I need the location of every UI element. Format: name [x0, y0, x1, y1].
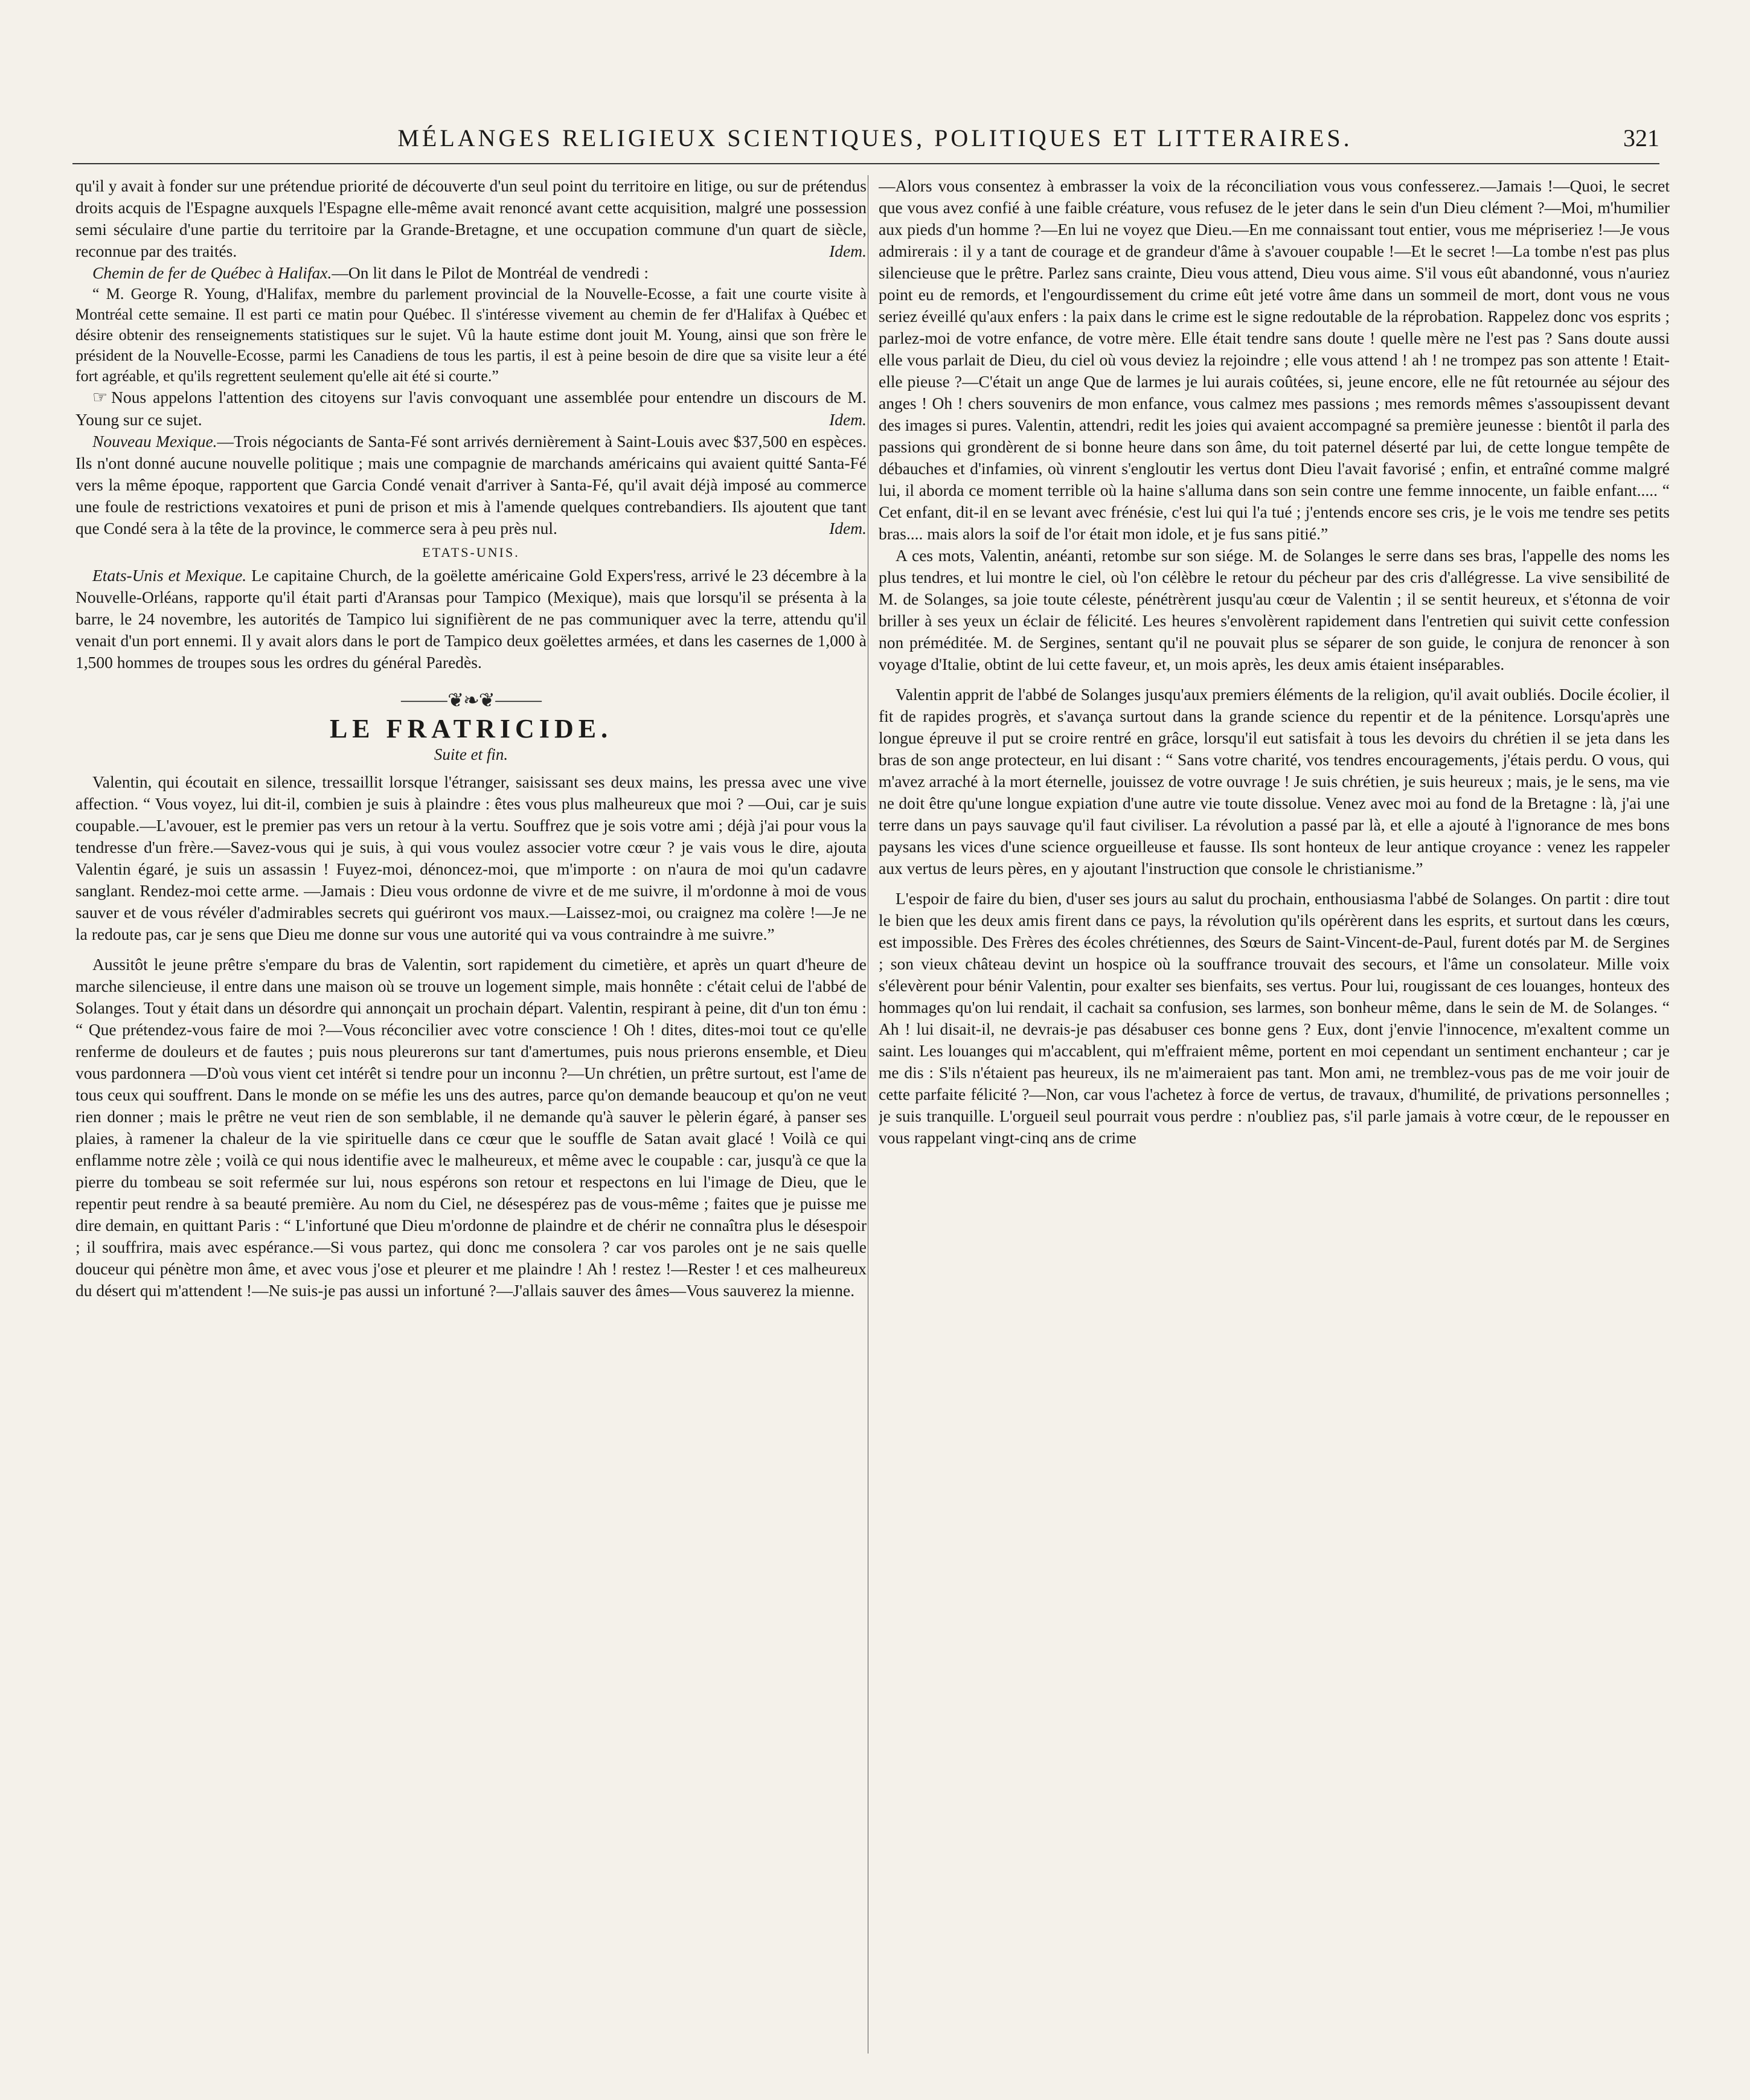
page-number: 321 [1623, 124, 1659, 152]
story-paragraph: L'espoir de faire du bien, d'user ses jours au salut du prochain, enthousiasma l'abbé de Solanges. On partit : dire tout le bien que les deux amis firent dans ce pays, la révolution qu'ils opérèrent dans les esprits, et surtout dans les cœurs, est impossible. Des Frères des écoles chrétiennes, des Sœurs de Saint-Vincent-de-Paul, furent dotés par M. de Sergines ; son vieux château devint un hospice où la souffrance trouvait des secours, et l'âme un consolateur. Mille voix s'élevèrent pour bénir Valentin, pour exalter ses bienfaits, ses vertus. Pour lui, rougissant de ces louanges, honteux des hommages qu'on lui rendait, il cachait sa confusion, ses larmes, son bonheur même, dans le sein de M. de Solanges. “ Ah ! lui disait-il, ne devrais-je pas désabuser ces bonne gens ? Eux, dont j'envie l'innocence, m'exaltent comme un saint. Les louanges qui m'accablent, qui m'effraient même, portent en moi cependant un sentiment enchanteur ; car je me dis : S'ils n'étaient pas heureux, ils ne m'aimeraient pas tant. Mon ami, ne tremblez-vous pas de me voir jouir de cette parfaite félicité ?—Non, car vous l'achetez à force de vertus, de travaux, d'humilité, de privations personnelles ; je suis tranquille. L'orgueil seul pourrait vous perdre : n'oubliez pas, s'il parle jamais à votre cœur, de le repousser en vous rappelant vingt-cinq ans de crime [879, 889, 1670, 1147]
ornament-divider: ⸻❦❧❦⸻ [400, 689, 542, 711]
story-paragraph: Valentin, qui écoutait en silence, tressaillit lorsque l'étranger, saisissant ses deux mains, les pressa avec une vive affection. “ Vous voyez, lui dit-il, combien je suis à plaindre : êtes vous plus malheureux que moi ? —Oui, car je suis coupable.—L'avouer, est le premier pas vers un retour à la vertu. Souffrez que je sois votre ami ; déjà j'ai pour vous la tendresse d'un frère.—Savez-vous qui je suis, à qui vous voulez associer votre cœur ? je vais vous le dire, ajouta Valentin égaré, je suis un assassin ! Fuyez-moi, dénoncez-moi, que m'importe : on n'aura de moi qu'un cadavre sanglant. Rendez-moi cette arme. —Jamais : Dieu vous ordonne de vivre et de me suivre, il m'ordonne à moi de vous sauver et de vous révéler d'admirables secrets qui guériront vos maux.—Laissez-moi, ou craignez ma colère !—Je ne la redoute pas, car je sens que Dieu me donne sur vous une autorité qui va vous contraindre à me suivre.” [75, 772, 867, 943]
item-title: Nouveau Mexique. [92, 432, 217, 451]
item-title: Chemin de fer de Québec à Halifax. [92, 263, 332, 282]
news-item-us-mexico: Etats-Unis et Mexique. Le capitaine Church, de la goëlette américaine Gold Expers'ress, arrivé le 23 décembre à la Nouvelle-Orléans, rapporte qu'il était parti d'Aransas pour Tampico (Mexique), mais que lorsqu'il se présenta à la barre, le 24 novembre, les autorités de Tampico lui signifièrent de ne pas communiquer avec la terre, attendu qu'il venait d'un port ennemi. Il y avait alors dans le port de Tampico deux goëlettes armées, et dans les casernes de 1,000 à 1,500 hommes de troupes sous les ordres du général Paredès. [75, 566, 867, 672]
right-column [879, 175, 1670, 2066]
story-paragraph: A ces mots, Valentin, anéanti, retombe sur son siége. M. de Solanges le serre dans ses bras, l'appelle des noms les plus tendres, et lui montre le ciel, où l'on célèbre le retour du pécheur par des cris d'allégresse. La vive sensibilité de M. de Solanges, sa joie toute céleste, pénétrèrent jusqu'au cœur de Valentin ; il se sentit heureux, et s'étonna de voir briller à ses yeux un éclair de félicité. Les heures s'envolèrent rapidement dans l'entretien qui suivit cette confession non préméditée. M. de Sergines, sentant qu'il ne pouvait plus se séparer de son guide, le conjura de renoncer à son voyage d'Italie, obtint de lui cette faveur, et, un mois après, les deux amis étaient inséparables. [879, 546, 1670, 673]
story-paragraph: Aussitôt le jeune prêtre s'empare du bras de Valentin, sort rapidement du cimetière, et après un quart d'heure de marche silencieuse, il entre dans une maison où se trouve un logement simple, mais honnête : c'était celui de l'abbé de Solanges. Tout y était dans un désordre qui annonçait un prochain départ. Valentin, respirant à peine, dit d'un ton ému : “ Que prétendez-vous faire de moi ?—Vous réconcilier avec votre conscience ! Oh ! dites, dites-moi tout ce qu'elle renferme de douleurs et de fautes ; puis nous pleurerons sur tant d'amertumes, puis nous prierons ensemble, et Dieu vous pardonnera —D'où vous vient cet intérêt si tendre pour un inconnu ?—Un chrétien, un prêtre surtout, est l'ame de tous ceux qui souffrent. Dans le monde on se méfie les uns des autres, parce qu'on demande beaucoup et qu'on ne veut rien donner ; mais le prêtre ne veut rien de son semblable, il ne demande qu'à sauver le pèlerin égaré, à panser ses plaies, à ramener la chaleur de la vie spirituelle dans ce cœur que le souffle de Satan avait glacé ! Voilà ce qui enflamme notre zèle ; voilà ce qui nous identifie avec le malheureux, et même avec le coupable : car, jusqu'à ce que la pierre du tombeau se soit refermée sur lui, nous espérons son retour et respectons en lui l'image de Dieu, que le repentir peut rendre à sa beauté première. Au nom du Ciel, ne désespérez pas de vous-même ; faites que je puisse me dire demain, en quittant Paris : “ L'infortuné que Dieu m'ordonne de plaindre et de chérir ne connaîtra plus le désespoir ; il souffrira, mais avec espérance.—Si vous partez, qui donc me consolera ? car vos paroles ont je ne sais quelle douceur qui pénètre mon âme, et avec vous j'ose et pleurer et me plaindre ! Ah ! restez !—Rester ! et ces malheureux du désert qui m'attendent !—Ne suis-je pas aussi un infortuné ?—J'allais sauver des âmes—Vous sauverez la mienne. [75, 955, 867, 1300]
news-item-railway: Chemin de fer de Québec à Halifax.—On lit dans le Pilot de Montréal de vendredi : [92, 263, 649, 282]
header-rule [72, 163, 1659, 164]
article-continuation: qu'il y avait à fonder sur une prétendue priorité de découverte d'un seul point du territoire en litige, ou sur de prétendus droits acquis de l'Espagne auxquels l'Espagne elle-même avait renoncé avant cette acquisition, malgré une possession semi séculaire d'une partie du territoire par la Grande-Bretagne, et une occupation commune d'un quart de siècle, reconnue par des traités. Idem. [75, 175, 867, 262]
story-subtitle: Suite et fin. [434, 745, 508, 763]
source-credit: Idem. [829, 519, 867, 538]
story-paragraph: Valentin apprit de l'abbé de Solanges jusqu'aux premiers éléments de la religion, qu'il avait oubliés. Docile écolier, il fit de rapides progrès, et s'avança surtout dans la grande science du repentir et de la pénitence. Lorsqu'après une longue épreuve il put se croire rentré en grâce, lorsqu'il eut satisfait à tous les devoirs du chrétien il se jeta dans les bras de son ange protecteur, en lui disant : “ Sans votre charité, vos tendres encouragements, j'étais perdu. O vous, qui m'avez arraché à la mort éternelle, jouissez de votre ouvrage ! Je suis chrétien, je suis heureux ; mais, je le sens, ma vie ne doit être qu'une longue expiation d'une autre vie toute dissolue. Venez avec moi au fond de la Bretagne : là, j'ai une terre dans un pays sauvage qu'il faut civiliser. La révolution a passé par là, et elle a ajouté à l'ignorance de mes bons paysans les vices d'une science orgueilleuse et fausse. Ils sont honteux de leur antique croyance : venez les rappeler aux vertus de leurs pères, en y ajoutant l'instruction que console le christianisme.” [879, 685, 1670, 878]
news-item-new-mexico: Nouveau Mexique.—Trois négociants de Santa-Fé sont arrivés dernièrement à Saint-Louis avec $37,500 en espèces. Ils n'ont donné aucune nouvelle politique ; mais une compagnie de marchands américains qui avaient quitté Santa-Fé vers la même époque, rapportent que Garcia Condé venait d'arriver à Santa-Fé, qu'il avait déjà imposé au commerce une foule de restrictions vexatoires et puni de prison et mis à l'amende quelques contrebandiers. Ils ajoutent que tant que Condé sera à la tête de la province, le commerce sera à peu près nul. Idem. [75, 431, 867, 539]
page-header [72, 124, 1678, 166]
section-heading: ETATS-UNIS. [422, 545, 520, 560]
story-paragraph: —Alors vous consentez à embrasser la voix de la réconciliation vous vous confesserez.—Jamais !—Quoi, le secret que vous avez confié à une faible créature, vous refusez de le jeter dans le sein d'un Dieu clément ?—Moi, m'humilier aux pieds d'un homme ?—En lui ne voyez que Dieu.—En me connaissant tout entier, vous me mépriseriez !—Je vous admirerais : il y a tant de courage et de grandeur d'âme à s'avouer coupable !—Et le secret !—La tombe n'est pas plus silencieuse que le prêtre. Parlez sans crainte, Dieu vous attend, Dieu vous aime. S'il vous eût abandonné, vous n'auriez point eu de remords, et l'engourdissement du crime eût jeté votre âme dans un sommeil de mort, dont vous ne vous seriez éveillé qu'aux enfers : la paix dans le crime est le signe redoutable de la réprobation. Rappelez donc vos esprits ; parlez-moi de votre enfance, de votre mère. Elle était tendre sans doute ! quelle mère ne l'est pas ? Sans doute aussi elle vous parlait de Dieu, du ciel où vous deviez la rejoindre ; elle vous attend ! ah ! ne trompez pas son attente ! Etait-elle pieuse ?—C'était un ange Que de larmes je lui aurais coûtées, si, jeune encore, elle ne fût retournée au séjour des anges ! Oh ! chers souvenirs de mon enfance, vous calmez mes passions ; mes remords mêmes s'assoupissent devant des images si pures. Valentin, attendri, redit les joies qui avaient accompagné sa première jeunesse : bientôt il parla des passions qui grondèrent de si bonne heure dans son âme, du toit paternel déserté par lui, de cette longue tempête de débauches et d'infamies, où vinrent s'engloutir les vertus dont Dieu l'avait favorisé ; enfin, et entraîné comme malgré lui, il aborda ce moment terrible où la haine s'alluma dans son sein contre une femme innocente, un faible enfant..... “ Cet enfant, dit-il en se levant avec frénésie, c'est lui qui l'a tué ; j'entends encore ses cris, je le vois me tendre ses petits bras.... mais alors la soif de l'or était mon idole, et je fus sans pitié.” [879, 176, 1670, 543]
item-title: Etats-Unis et Mexique. [92, 566, 247, 585]
source-credit: Idem. [829, 242, 867, 260]
quoted-paragraph: “ M. George R. Young, d'Halifax, membre du parlement provincial de la Nouvelle-Ecosse, a fait une courte visite à Montréal cette semaine. Il est parti ce matin pour Québec. Il s'intéresse vivement au chemin de fer d'Halifax à Québec et désire obtenir des renseignements statistiques sur le sujet. Vû la haute estime dont jouit M. Young, ainsi que son frère le président de la Nouvelle-Ecosse, parmi les Canadiens de tous les partis, il est à peine besoin de dire que sa visite leur a été fort agréable, et qu'ils regrettent seulement qu'elle ait été si courte.” [75, 285, 867, 385]
story-title: LE FRATRICIDE. [329, 714, 613, 743]
source-credit: Idem. [829, 410, 867, 429]
notice-paragraph: ☞ Nous appelons l'attention des citoyens sur l'avis convoquant une assemblée pour entendre un discours de M. Young sur ce sujet. Idem. [75, 387, 867, 431]
pointing-hand-icon: ☞ [92, 388, 108, 407]
running-title: MÉLANGES RELIGIEUX SCIENTIQUES, POLITIQUES ET LITTERAIRES. [397, 124, 1353, 152]
left-column [75, 175, 867, 2066]
